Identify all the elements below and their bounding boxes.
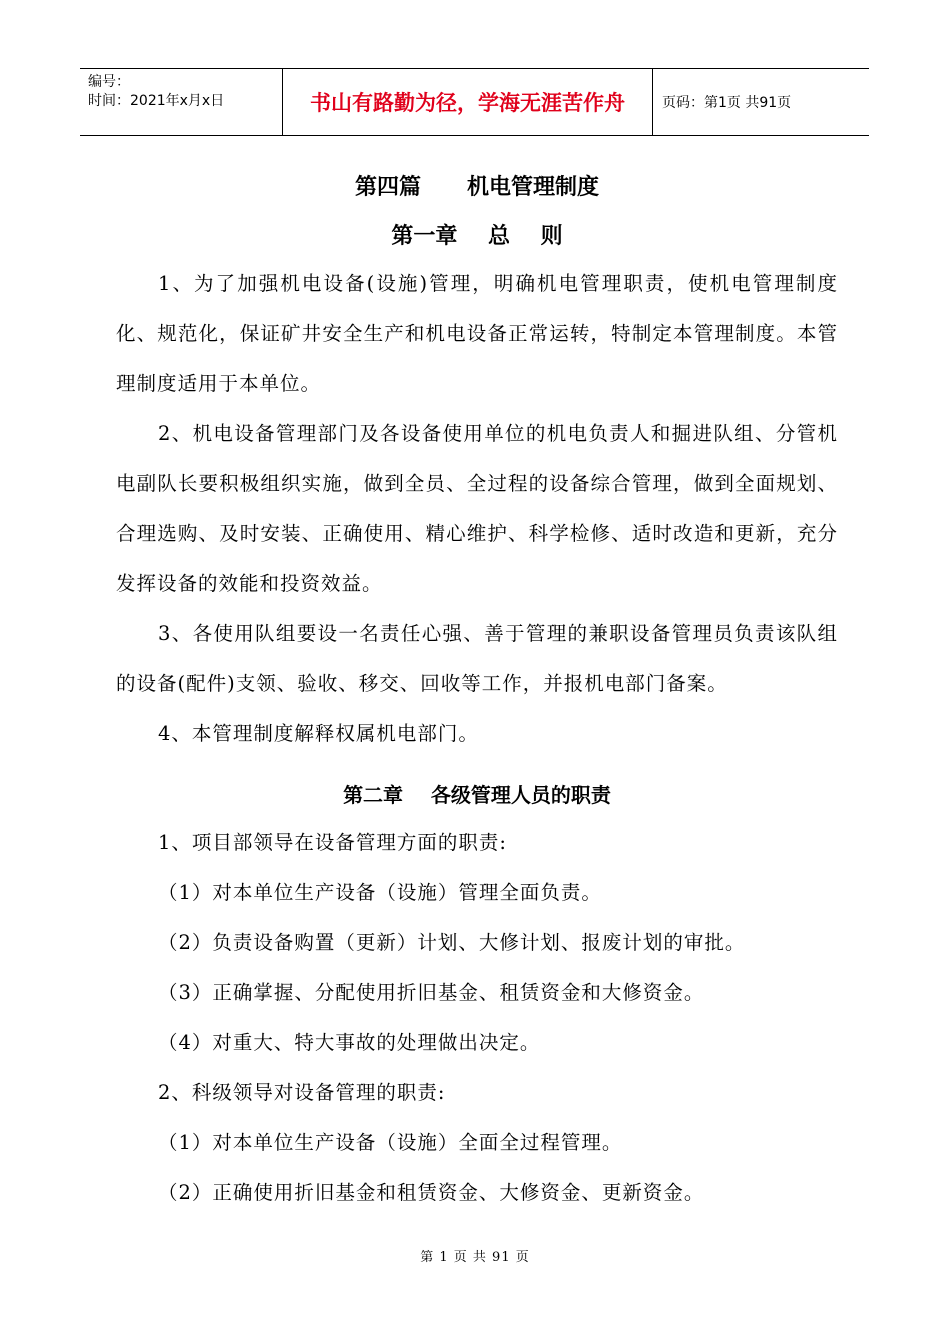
header-meta (80, 69, 283, 135)
chapter-1-paragraph-1: 1、为了加强机电设备(设施)管理，明确机电管理职责，使机电管理制度化、规范化，保证矿井安全生产和机电设备正常运转，特制定本管理制度。本管理制度适用于本单位。 (116, 272, 838, 395)
document-body (116, 162, 838, 1218)
chapter-1-paragraph-4: 4、本管理制度解释权属机电部门。 (158, 722, 479, 745)
header-page-info: 页码：第1页 共91页 (662, 95, 792, 111)
chapter-1-paragraph-3: 3、各使用队组要设一名责任心强、善于管理的兼职设备管理员负责该队组的设备(配件)支领、验收、移交、回收等工作，并报机电部门备案。 (116, 622, 838, 695)
part-title: 第四篇 机电管理制度 (355, 174, 599, 200)
chapter-1-paragraph-2: 2、机电设备管理部门及各设备使用单位的机电负责人和掘进队组、分管机电副队长要积极组织实施，做到全员、全过程的设备综合管理，做到全面规划、合理选购、及时安装、正确使用、精心维护、科学检修、适时改造和更新，充分发挥设备的效能和投资效益。 (116, 422, 838, 595)
chapter-2-item-1-1: （1）对本单位生产设备（设施）管理全面负责。 (158, 881, 602, 904)
chapter-2-item-1-4: （4）对重大、特大事故的处理做出决定。 (158, 1031, 541, 1054)
document-number-label: 编号： (88, 74, 130, 90)
page-header (80, 68, 869, 136)
chapter-2-item-1: 1、项目部领导在设备管理方面的职责: (158, 831, 507, 854)
chapter-2-item-1-2: （2）负责设备购置（更新）计划、大修计划、报废计划的审批。 (158, 931, 746, 954)
chapter-2-title: 第二章 各级管理人员的职责 (343, 783, 611, 807)
page-footer: 第 1 页 共 91 页 (420, 1250, 530, 1265)
header-motto: 书山有路勤为径，学海无涯苦作舟 (283, 69, 653, 135)
chapter-2-item-1-3: （3）正确掌握、分配使用折旧基金、租赁资金和大修资金。 (158, 981, 705, 1004)
chapter-2-item-2-2: （2）正确使用折旧基金和租赁资金、大修资金、更新资金。 (158, 1181, 705, 1204)
chapter-1-title: 第一章 总 则 (391, 223, 563, 249)
chapter-2-item-2-1: （1）对本单位生产设备（设施）全面全过程管理。 (158, 1131, 623, 1154)
document-time: 时间：2021年x月x日 (88, 93, 225, 109)
chapter-2-item-2: 2、科级领导对设备管理的职责: (158, 1081, 446, 1104)
